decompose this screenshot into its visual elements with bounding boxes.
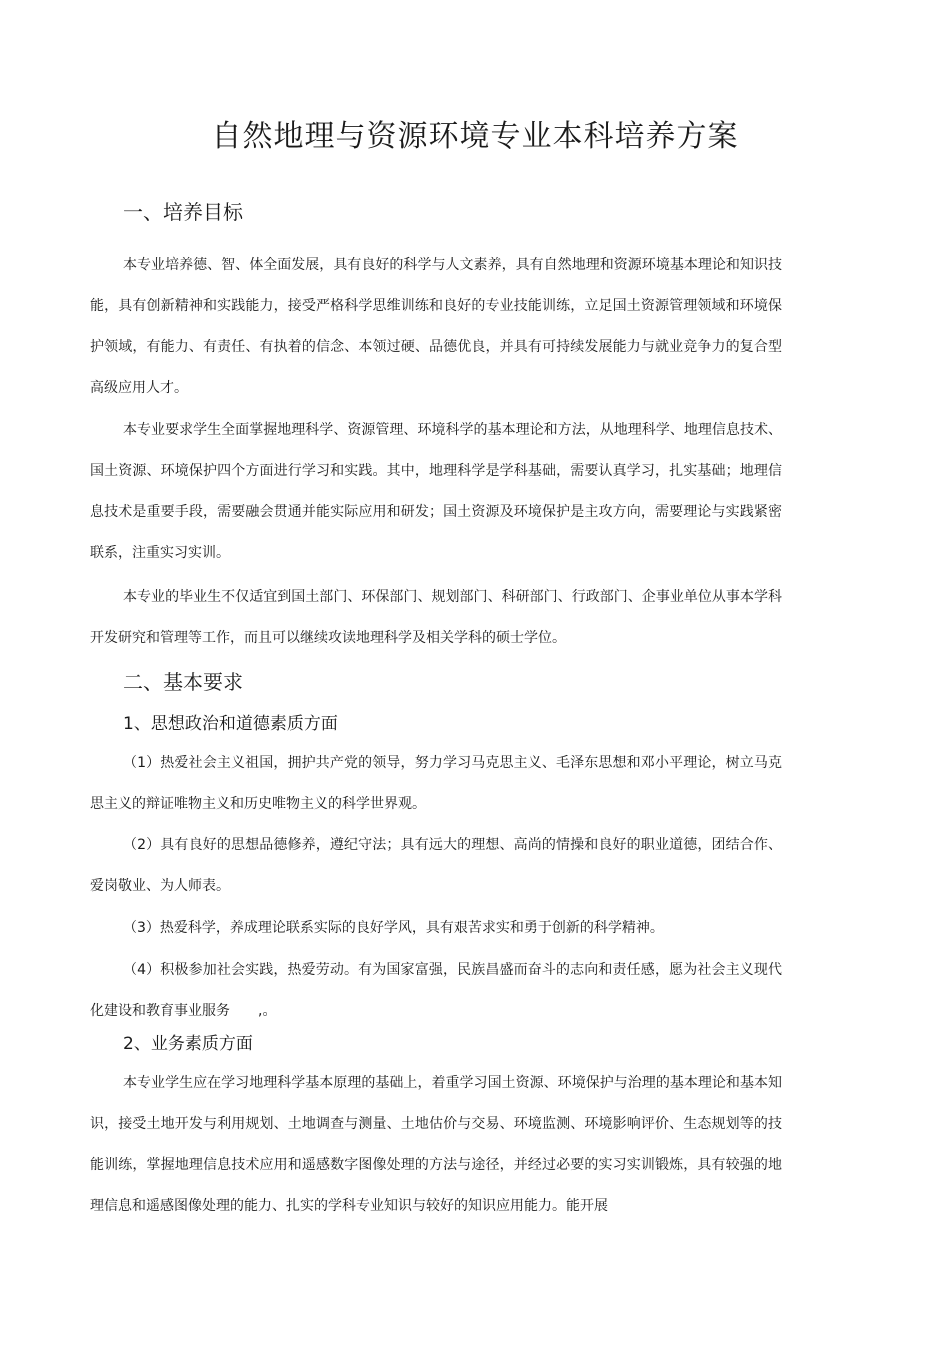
subsection-heading-ideology-morality: 1、思想政治和道德素质方面 [123,714,338,734]
paragraph-objective-1: 本专业培养德、智、体全面发展，具有良好的科学与人文素养，具有自然地理和资源环境基本理论和知识技能，具有创新精神和实践能力，接受严格科学思维训练和良好的专业技能训练，立足国土资源管理领域和环境保护领域，有能力、有责任、有执着的信念、本领过硬、品德优良，并具有可持续发展能力与就业竞争力的复合型高级应用人才。 [90,257,782,396]
paragraph-professional-quality: 本专业学生应在学习地理科学基本原理的基础上，着重学习国土资源、环境保护与治理的基本理论和基本知识，接受土地开发与利用规划、土地调查与测量、土地估价与交易、环境监测、环境影响评价、生态规划等的技能训练，掌握地理信息技术应用和遥感数字图像处理的方法与途径，并经过必要的实习实训锻炼，具有较强的地理信息和遥感图像处理的能力、扎实的学科专业知识与较好的知识应用能力。能开展 [90,1075,782,1214]
requirement-item-2: （2）具有良好的思想品德修养，遵纪守法；具有远大的理想、高尚的情操和良好的职业道德，团结合作、爱岗敬业、为人师表。 [90,837,782,894]
subsection-heading-professional-quality: 2、业务素质方面 [123,1034,253,1054]
paragraph-objective-2: 本专业要求学生全面掌握地理科学、资源管理、环境科学的基本理论和方法，从地理科学、地理信息技术、国土资源、环境保护四个方面进行学习和实践。其中，地理科学是学科基础，需要认真学习，扎实基础；地理信息技术是重要手段，需要融会贯通并能实际应用和研发；国土资源及环境保护是主攻方向，需要理论与实践紧密联系，注重实习实训。 [90,422,782,561]
document-title: 自然地理与资源环境专业本科培养方案 [211,119,739,154]
paragraph-objective-3: 本专业的毕业生不仅适宜到国土部门、环保部门、规划部门、科研部门、行政部门、企事业单位从事本学科开发研究和管理等工作，而且可以继续攻读地理科学及相关学科的硕士学位。 [90,589,782,646]
requirement-item-4: （4）积极参加社会实践，热爱劳动。有为国家富强，民族昌盛而奋斗的志向和责任感，愿为社会主义现代化建设和教育事业服务 ,。 [90,962,782,1019]
section-heading-training-objectives: 一、培养目标 [123,200,243,224]
requirement-item-1: （1）热爱社会主义祖国，拥护共产党的领导，努力学习马克思主义、毛泽东思想和邓小平理论，树立马克思主义的辩证唯物主义和历史唯物主义的科学世界观。 [90,755,782,812]
requirement-item-3: （3）热爱科学，养成理论联系实际的良好学风，具有艰苦求实和勇于创新的科学精神。 [123,920,664,936]
section-heading-basic-requirements: 二、基本要求 [123,670,243,694]
